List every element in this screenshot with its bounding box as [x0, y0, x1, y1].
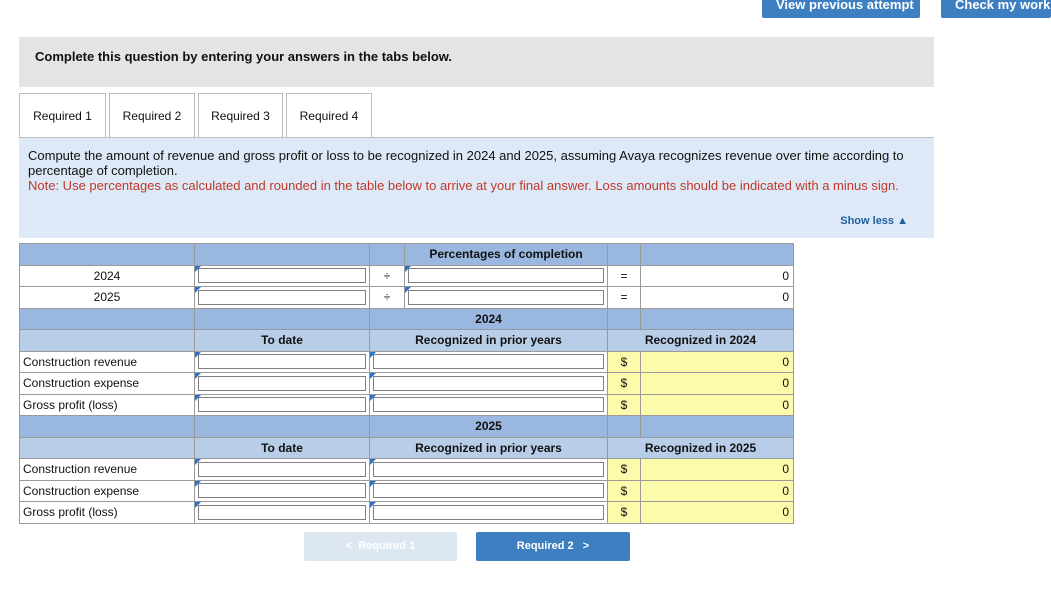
section-year-row [20, 416, 794, 438]
row-label: Construction revenue [20, 351, 195, 373]
expense-2024-to-date-input[interactable] [195, 373, 370, 395]
gross-profit-2024-recognized: 0 [641, 394, 794, 416]
currency-symbol: $ [608, 480, 641, 502]
table-row [20, 287, 794, 309]
revenue-2024-recognized: 0 [641, 351, 794, 373]
banner-text: Complete this question by entering your answers in the tabs below. [35, 49, 453, 64]
pct-2024-numerator-input[interactable] [195, 265, 370, 287]
table-row [20, 502, 794, 524]
tab-required-4[interactable]: Required 4 [286, 93, 372, 138]
worksheet-table [19, 243, 794, 524]
revenue-2024-to-date-input[interactable] [195, 351, 370, 373]
row-label: Gross profit (loss) [20, 394, 195, 416]
chevron-left-icon: < [345, 540, 353, 552]
currency-symbol: $ [608, 351, 641, 373]
row-label: Construction expense [20, 373, 195, 395]
section-year-row [20, 308, 794, 330]
equals-sign: = [608, 287, 641, 309]
equals-sign: = [608, 265, 641, 287]
pct-2025-numerator-input[interactable] [195, 287, 370, 309]
col-to-date: To date [195, 437, 370, 459]
pct-header: Percentages of completion [405, 244, 608, 266]
col-prior-years: Recognized in prior years [370, 437, 608, 459]
col-prior-years: Recognized in prior years [370, 330, 608, 352]
pct-2025-denominator-input[interactable] [405, 287, 608, 309]
revenue-2025-recognized: 0 [641, 459, 794, 481]
revenue-2025-to-date-input[interactable] [195, 459, 370, 481]
pct-2024-denominator-input[interactable] [405, 265, 608, 287]
table-row [20, 373, 794, 395]
pct-year-label: 2024 [20, 265, 195, 287]
instruction-banner [19, 37, 934, 87]
row-label: Gross profit (loss) [20, 502, 195, 524]
pct-year-label: 2025 [20, 287, 195, 309]
gross-profit-2025-recognized: 0 [641, 502, 794, 524]
check-my-work-button[interactable]: Check my work [941, 0, 1051, 18]
section-year-2025: 2025 [370, 416, 608, 438]
view-previous-attempt-button[interactable]: View previous attempt [762, 0, 920, 18]
table-row [20, 394, 794, 416]
table-row [20, 265, 794, 287]
divide-icon: ÷ [370, 287, 405, 309]
table-row [20, 480, 794, 502]
tab-required-3[interactable]: Required 3 [198, 93, 283, 138]
revenue-2025-prior-input[interactable] [370, 459, 608, 481]
pct-header-row [20, 244, 794, 266]
pct-2024-result: 0 [641, 265, 794, 287]
chevron-right-icon: > [582, 540, 590, 552]
expense-2024-prior-input[interactable] [370, 373, 608, 395]
expense-2025-to-date-input[interactable] [195, 480, 370, 502]
question-note: Note: Use percentages as calculated and rounded in the table below to arrive at your final answer. Loss amounts should be indicated with a minus sign. [28, 178, 899, 193]
gross-profit-2024-prior-input[interactable] [370, 394, 608, 416]
triangle-up-icon: ▲ [897, 215, 908, 227]
col-to-date: To date [195, 330, 370, 352]
currency-symbol: $ [608, 394, 641, 416]
currency-symbol: $ [608, 502, 641, 524]
revenue-2024-prior-input[interactable] [370, 351, 608, 373]
question-text: Compute the amount of revenue and gross profit or loss to be recognized in 2024 and 2025, assuming Avaya recognizes revenue over time according to percentage of completion. [28, 148, 904, 178]
gross-profit-2025-prior-input[interactable] [370, 502, 608, 524]
expense-2025-recognized: 0 [641, 480, 794, 502]
divide-icon: ÷ [370, 265, 405, 287]
currency-symbol: $ [608, 459, 641, 481]
section-header-row [20, 437, 794, 459]
gross-profit-2024-to-date-input[interactable] [195, 394, 370, 416]
previous-tab-button[interactable]: < Required 1 [304, 532, 457, 561]
section-year-2024: 2024 [370, 308, 608, 330]
question-panel [19, 138, 934, 238]
expense-2024-recognized: 0 [641, 373, 794, 395]
pct-2025-result: 0 [641, 287, 794, 309]
gross-profit-2025-to-date-input[interactable] [195, 502, 370, 524]
table-row [20, 351, 794, 373]
tab-required-1[interactable]: Required 1 [19, 93, 106, 138]
row-label: Construction revenue [20, 459, 195, 481]
section-header-row [20, 330, 794, 352]
col-recognized-2024: Recognized in 2024 [608, 330, 794, 352]
tab-required-2[interactable]: Required 2 [109, 93, 195, 138]
show-less-link[interactable]: Show less ▲ [840, 215, 908, 227]
table-row [20, 459, 794, 481]
col-recognized-2025: Recognized in 2025 [608, 437, 794, 459]
expense-2025-prior-input[interactable] [370, 480, 608, 502]
row-label: Construction expense [20, 480, 195, 502]
next-tab-button[interactable]: Required 2 > [476, 532, 630, 561]
currency-symbol: $ [608, 373, 641, 395]
